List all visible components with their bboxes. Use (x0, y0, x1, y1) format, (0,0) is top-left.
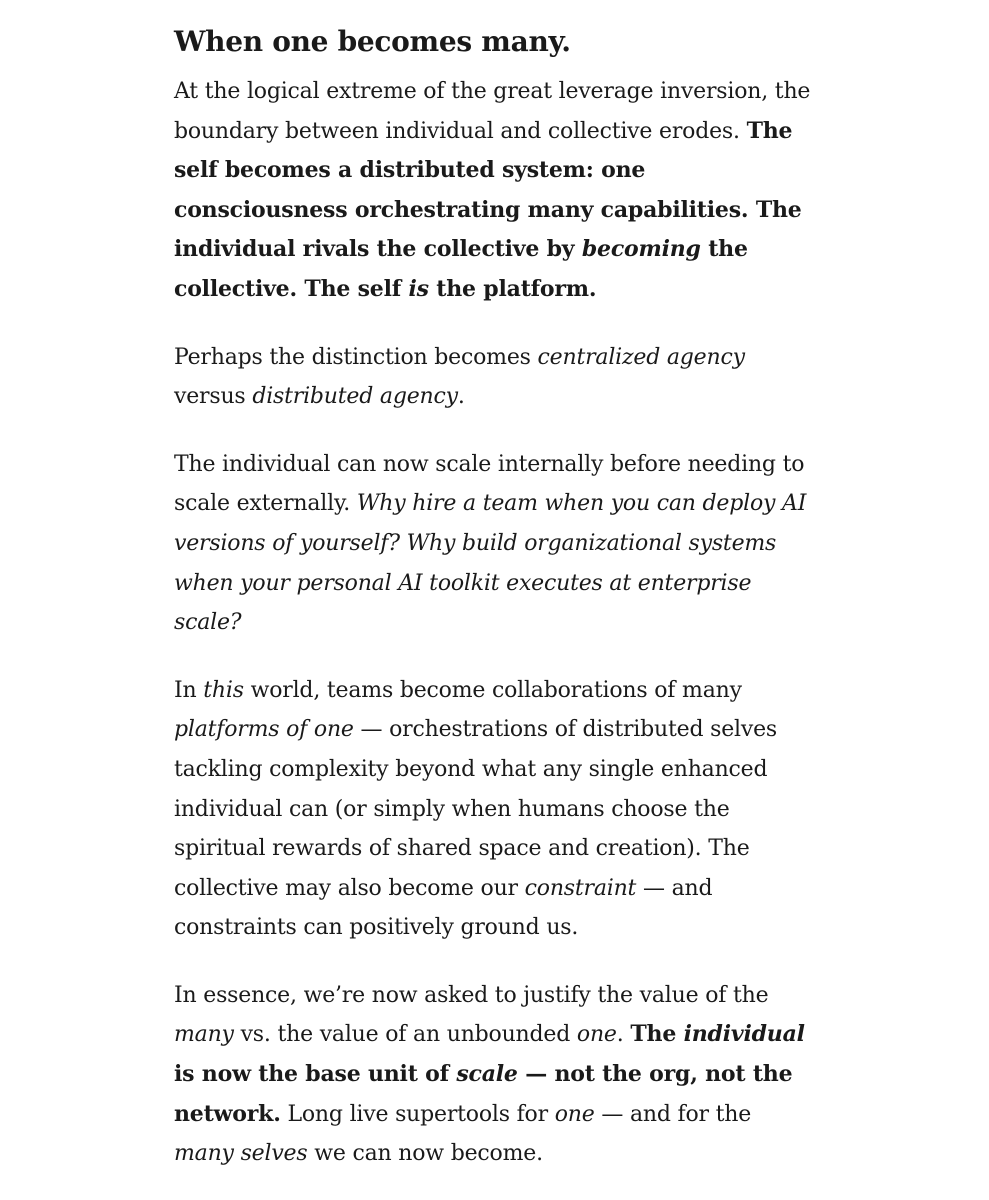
p5-text-6: we can now become. (307, 1141, 543, 1167)
p3-em-1: Why hire a team when you can deploy AI versions of yourself? Why build organizational systems when your personal AI toolkit executes at enterprise scale? (174, 491, 807, 636)
p4-em-2: platforms of one (174, 717, 354, 743)
paragraph-1 (174, 72, 814, 310)
p1-bold-text-3: the platform. (428, 275, 597, 302)
paragraph-2 (174, 338, 814, 417)
p4-text-4: — and constraints can positively ground us. (174, 875, 713, 941)
paragraph-4 (174, 671, 814, 948)
p5-em-4: many selves (174, 1141, 308, 1167)
p4-em-3: constraint (524, 875, 637, 901)
p5-text-2: vs. the value of an unbounded (233, 1022, 577, 1048)
paragraph-5 (174, 976, 814, 1174)
p5-em-1: many (174, 1022, 234, 1048)
p5-text-5: — and for the (594, 1101, 752, 1127)
p5-bold-text-2: is now the base unit of (174, 1061, 457, 1088)
p4-text-1: In (174, 677, 204, 703)
p2-em-2: distributed agency (252, 384, 458, 410)
p5-text-4: Long live supertools for (280, 1101, 555, 1127)
p2-em-1: centralized agency (537, 344, 745, 370)
p1-bold-text-2: the collective. The self (174, 236, 748, 302)
p1-bold-text-1: The self becomes a distributed system: one consciousness orchestrating many capabilities. The individual rivals the collective by (174, 117, 802, 263)
p4-text-2: world, teams become collaborations of many (243, 677, 742, 703)
p1-bold-em-2: is (408, 275, 429, 302)
paragraph-3 (174, 445, 814, 643)
article (174, 22, 814, 1174)
p4-text-3: — orchestrations of distributed selves tackling complexity beyond what any single enhanced individual can (or simply when humans choose the spiritual rewards of shared space and creation). The collective may also become our (174, 717, 778, 901)
p2-text-3: . (457, 384, 465, 410)
p5-em-3: one (554, 1101, 595, 1127)
p5-bold-text-3: — not the org, not the network. (174, 1061, 793, 1127)
p5-bold-em-2: scale (456, 1061, 518, 1088)
p2-text-1: Perhaps the distinction becomes (174, 344, 538, 370)
p5-bold-em-1: individual (683, 1021, 805, 1048)
p5-em-2: one (576, 1022, 617, 1048)
p5-bold-text-1: The (630, 1021, 684, 1048)
p1-bold-em-1: becoming (581, 236, 701, 263)
p3-text-1: The individual can now scale internally before needing to scale externally. (174, 451, 805, 517)
p1-text: At the logical extreme of the great leverage inversion, the boundary between individual and collective erodes. (174, 79, 811, 144)
p4-em-1: this (203, 677, 244, 703)
p5-text-3: . (616, 1022, 631, 1048)
section-heading: When one becomes many. (174, 25, 571, 58)
p1-bold (174, 118, 802, 302)
p2-text-2: versus (174, 384, 253, 410)
p5-text-1: In essence, we’re now asked to justify the value of the (174, 982, 769, 1008)
